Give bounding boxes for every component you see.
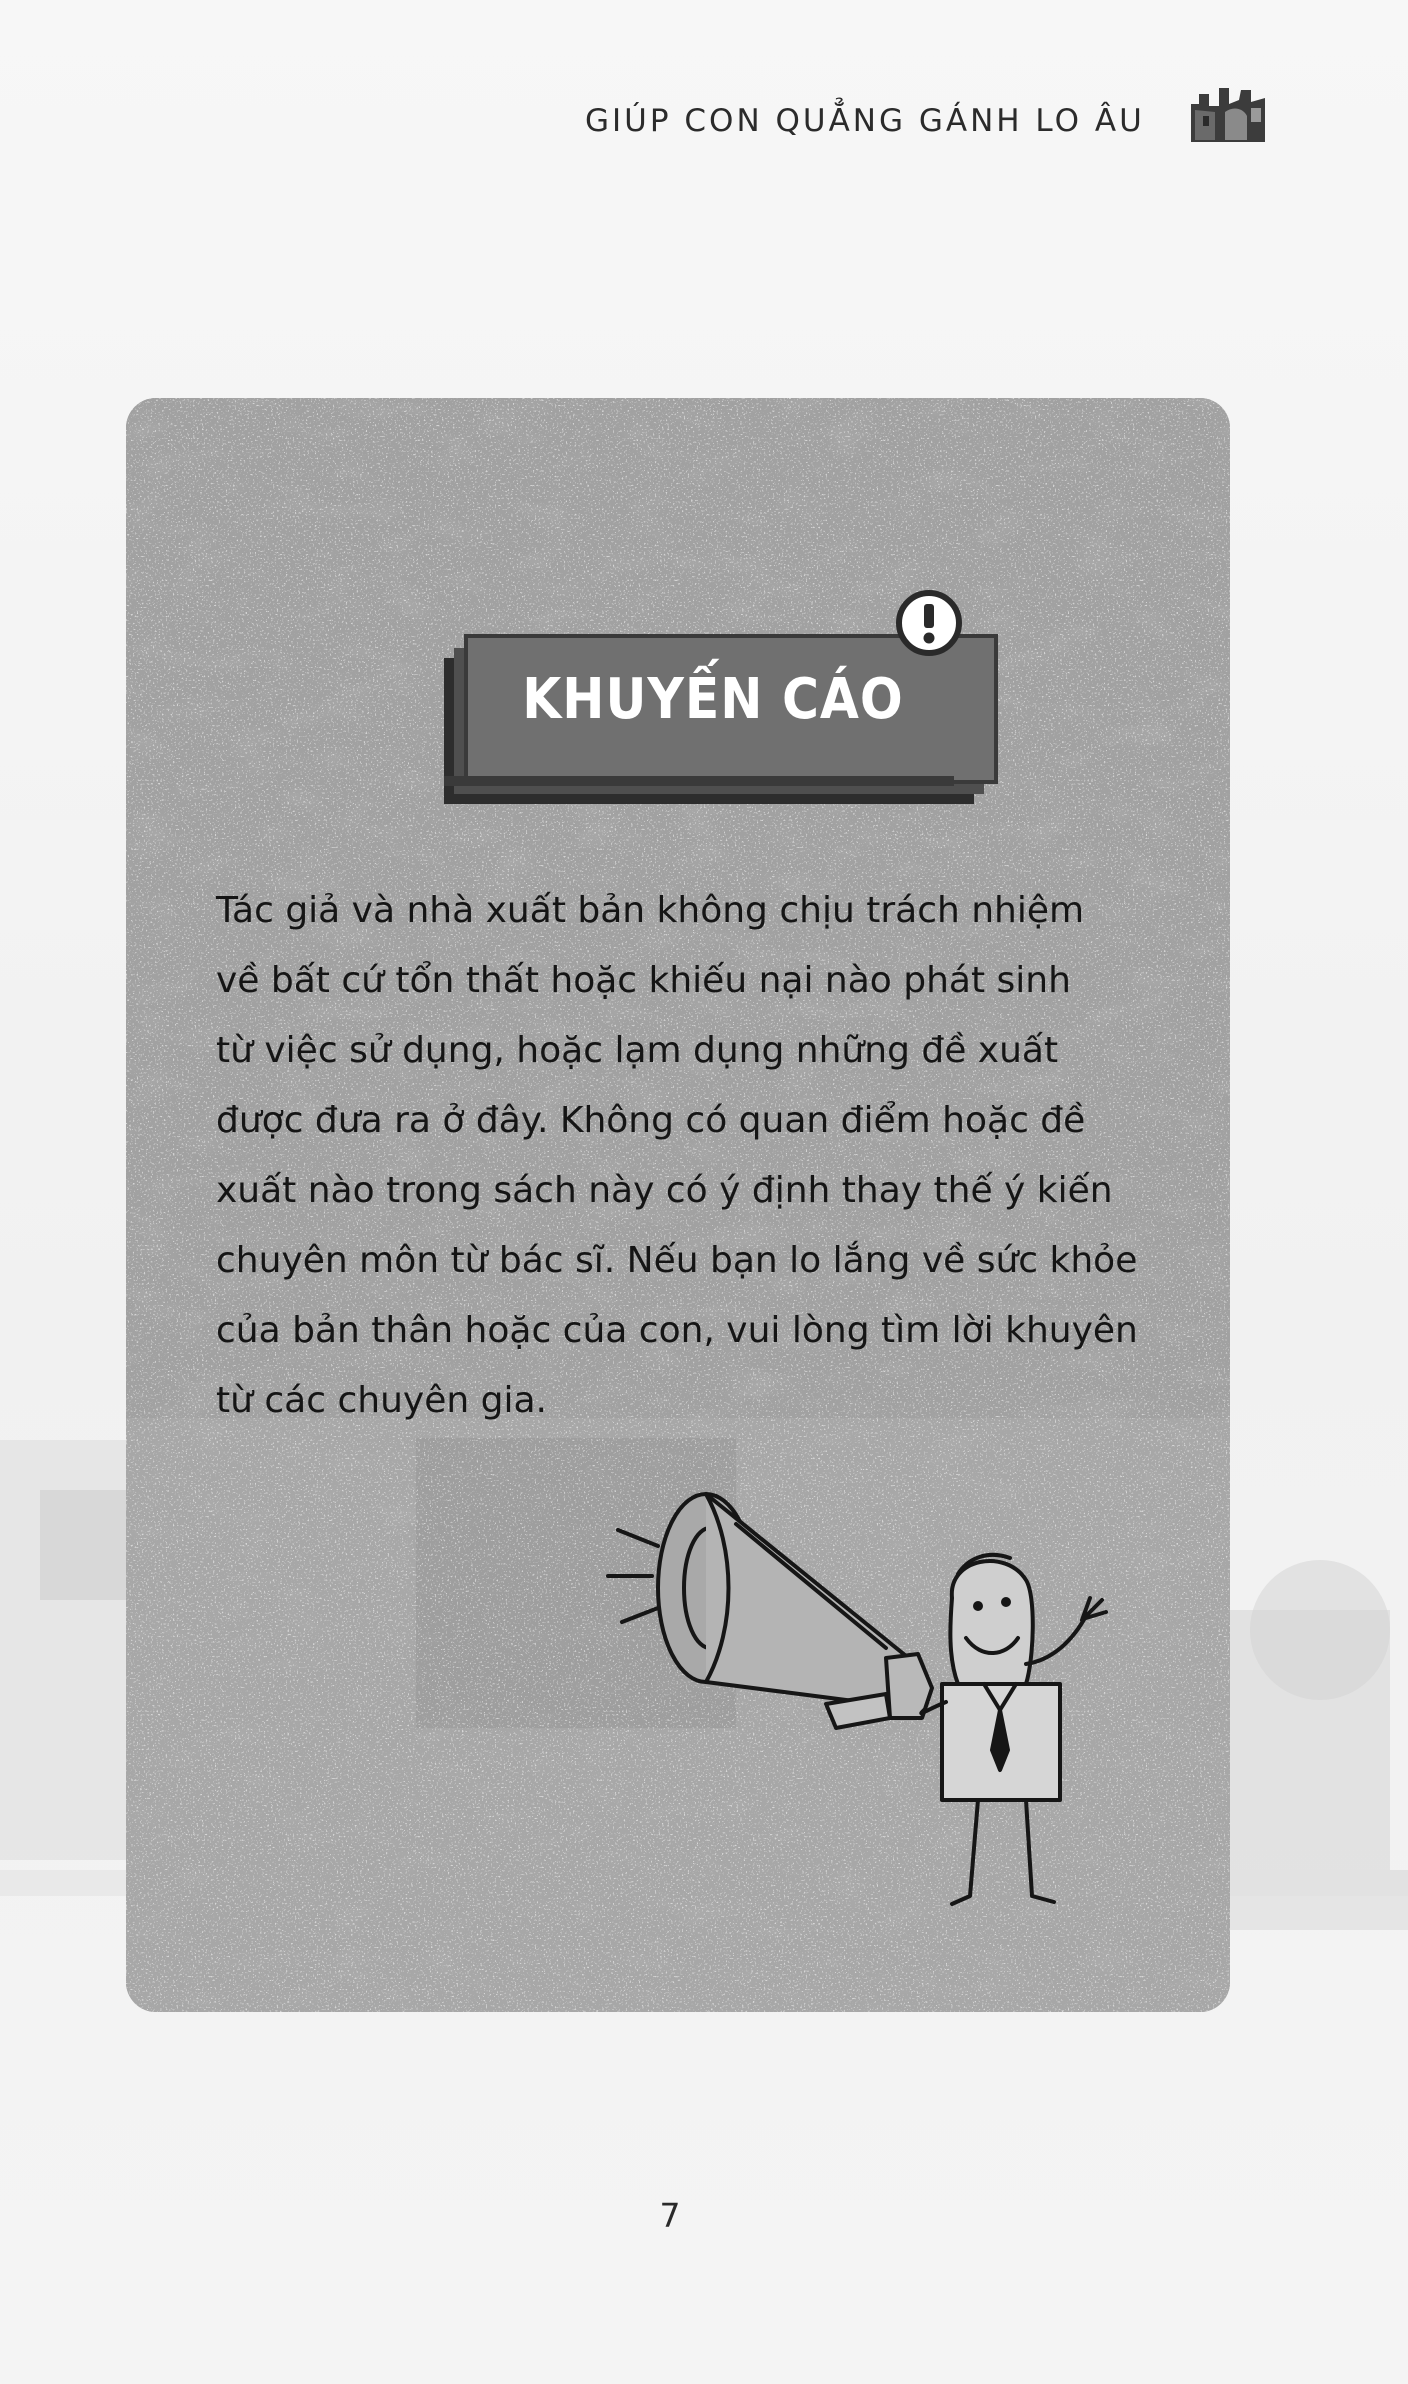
running-header: GIÚP CON QUẲNG GÁNH LO ÂU [585, 103, 1145, 139]
exclamation-icon [894, 588, 964, 658]
disclaimer-line: của bản thân hoặc của con, vui lòng tìm lời khuyên [216, 1310, 1138, 1351]
disclaimer-line: được đưa ra ở đây. Không có quan điểm hoặc đề [216, 1100, 1086, 1141]
disclaimer-text [216, 876, 1216, 1436]
disclaimer-line: Tác giả và nhà xuất bản không chịu trách nhiệm [216, 890, 1085, 931]
disclaimer-card [126, 398, 1230, 2012]
page-number: 7 [659, 2196, 681, 2235]
megaphone-man-icon [586, 1488, 1146, 2008]
disclaimer-line: xuất nào trong sách này có ý định thay thế ý kiến [216, 1170, 1113, 1211]
disclaimer-line: về bất cứ tổn thất hoặc khiếu nại nào phát sinh [216, 960, 1071, 1001]
disclaimer-line: từ các chuyên gia. [216, 1380, 547, 1421]
disclaimer-line: chuyên môn từ bác sĩ. Nếu bạn lo lắng về sức khỏe [216, 1240, 1138, 1281]
disclaimer-line: từ việc sử dụng, hoặc lạm dụng những đề xuất [216, 1030, 1059, 1071]
castle-emblem-icon [1185, 82, 1273, 148]
notice-title: KHUYẾN CÁO [522, 667, 904, 732]
